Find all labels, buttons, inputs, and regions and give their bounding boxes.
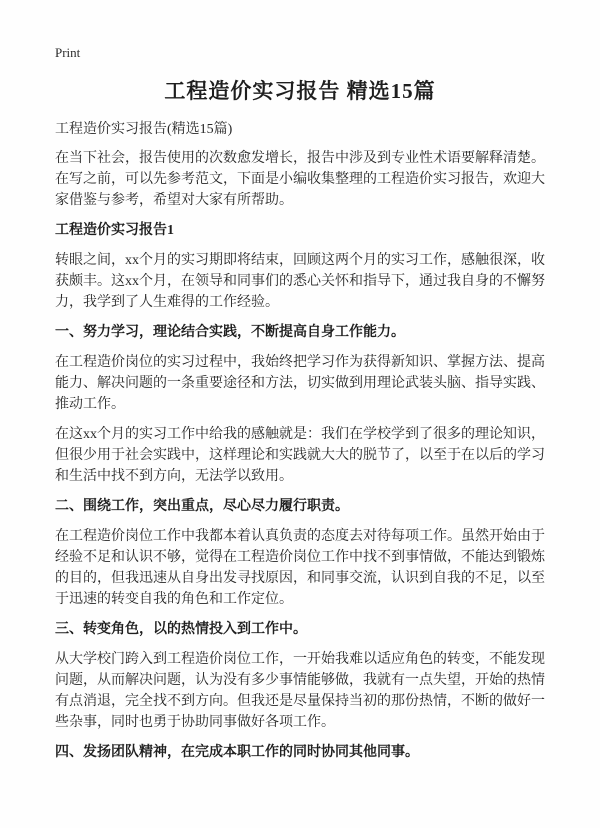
section-3-paragraph: 从大学校门跨入到工程造价岗位工作，一开始我难以适应角色的转变，不能发现问题，从而解决问题，认为没有多少事情能够做，我就有一点失望，开始的热情有点消退，完全找不到方向。但我还是尽量保持当初的那份热情，不断的做好一些杂事，同时也勇于协助同事做好各项工作。: [55, 652, 545, 730]
section-1-paragraph-1: 在工程造价岗位的实习过程中，我始终把学习作为获得新知识、掌握方法、提高能力、解决问题的一条重要途径和方法，切实做到用理论武装头脑、指导实践、推动工作。: [55, 355, 545, 412]
page-title: 工程造价实习报告 精选15篇: [164, 79, 436, 103]
print-button[interactable]: Print: [55, 45, 81, 60]
section-3-heading: 三、转变角色，以的热情投入到工作中。: [55, 622, 307, 637]
intro-paragraph: 在当下社会，报告使用的次数愈发增长，报告中涉及到专业性术语要解释清楚。在写之前，可以先参考范文，下面是小编收集整理的工程造价实习报告，欢迎大家借鉴与参考，希望对大家有所帮助。: [55, 151, 545, 208]
section-4-heading: 四、发扬团队精神，在完成本职工作的同时协同其他同事。: [55, 745, 419, 760]
section-1-heading: 一、努力学习，理论结合实践，不断提高自身工作能力。: [55, 325, 405, 340]
section-2-paragraph: 在工程造价岗位工作中我都本着认真负责的态度去对待每项工作。虽然开始由于经验不足和认识不够，觉得在工程造价岗位工作中找不到事情做，不能达到锻炼的目的，但我迅速从自身出发寻找原因，和同事交流，认识到自我的不足，以至于迅速的转变自我的角色和工作定位。: [55, 529, 545, 607]
section-2-heading: 二、围绕工作，突出重点，尽心尽力履行职责。: [55, 499, 349, 514]
report-1-heading: 工程造价实习报告1: [55, 223, 174, 238]
report-1-opening-paragraph: 转眼之间，xx个月的实习期即将结束，回顾这两个月的实习工作，感触很深，收获颇丰。这xx个月，在领导和同事们的悉心关怀和指导下，通过我自身的不懈努力，我学到了人生难得的工作经验。: [55, 253, 545, 310]
document-subtitle: 工程造价实习报告(精选15篇): [55, 122, 233, 137]
section-1-paragraph-2: 在这xx个月的实习工作中给我的感触就是：我们在学校学到了很多的理论知识，但很少用于社会实践中，这样理论和实践就大大的脱节了，以至于在以后的学习和生活中找不到方向，无法学以致用。: [55, 427, 545, 484]
